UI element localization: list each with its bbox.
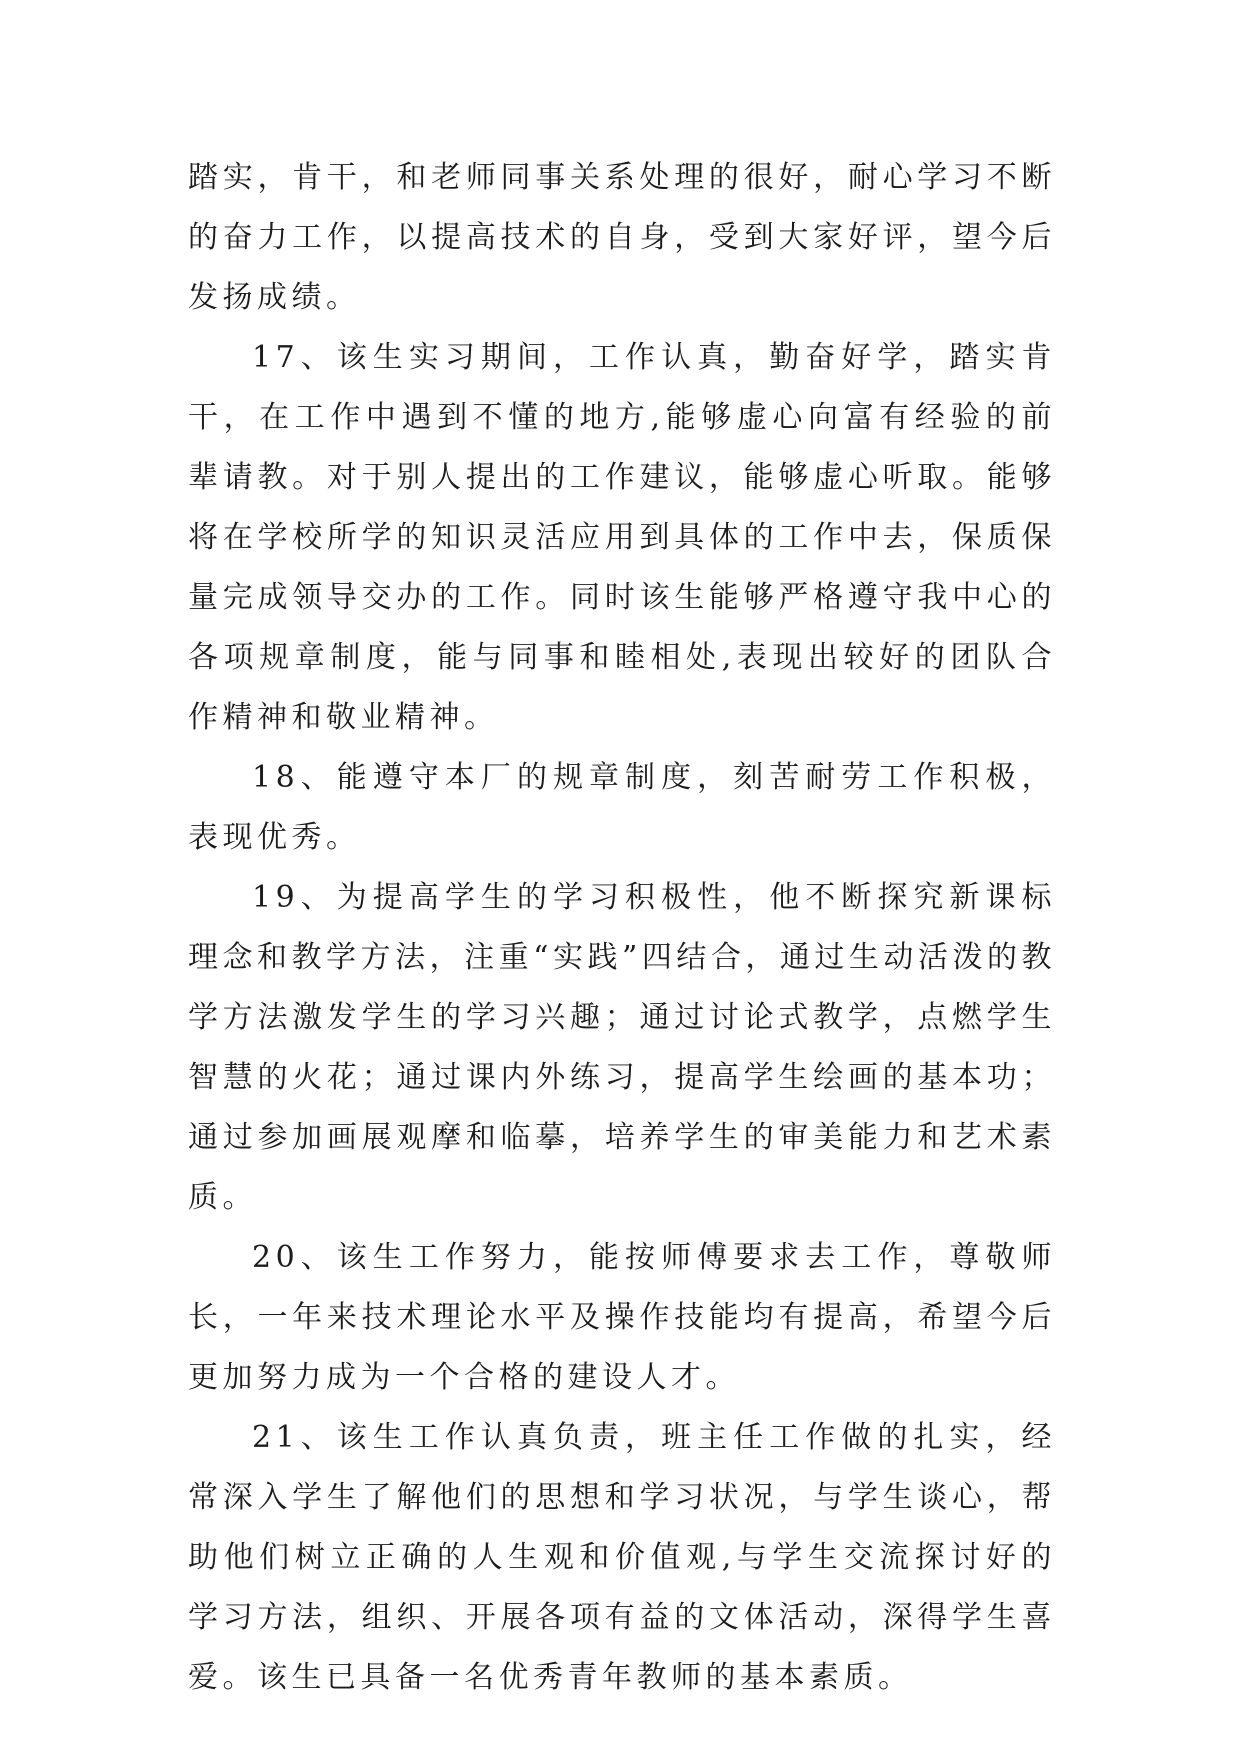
paragraph-item-21: 21、该生工作认真负责，班主任工作做的扎实，经常深入学生了解他们的思想和学习状况，与学生谈心，帮助他们树立正确的人生观和价值观,与学生交流探讨好的学习方法，组织、开展各项有益的文体活动，深得学生喜爱。该生已具备一名优秀青年教师的基本素质。 <box>188 1420 1056 1695</box>
paragraph-continuation: 踏实，肯干，和老师同事关系处理的很好，耐心学习不断的奋力工作，以提高技术的自身，受到大家好评，望今后发扬成绩。 <box>188 160 1056 315</box>
paragraph-item-18: 18、能遵守本厂的规章制度，刻苦耐劳工作积极，表现优秀。 <box>188 760 1056 855</box>
document-body <box>188 148 1056 1708</box>
paragraph-item-17: 17、该生实习期间，工作认真，勤奋好学，踏实肯干，在工作中遇到不懂的地方,能够虚心向富有经验的前辈请教。对于别人提出的工作建议，能够虚心听取。能够将在学校所学的知识灵活应用到具体的工作中去，保质保量完成领导交办的工作。同时该生能够严格遵守我中心的各项规章制度，能与同事和睦相处,表现出较好的团队合作精神和敬业精神。 <box>188 340 1056 735</box>
paragraph-item-20: 20、该生工作努力，能按师傅要求去工作，尊敬师长，一年来技术理论水平及操作技能均有提高，希望今后更加努力成为一个合格的建设人才。 <box>188 1240 1056 1395</box>
paragraph-item-19: 19、为提高学生的学习积极性，他不断探究新课标理念和教学方法，注重“实践”四结合，通过生动活泼的教学方法激发学生的学习兴趣；通过讨论式教学，点燃学生智慧的火花；通过课内外练习，提高学生绘画的基本功；通过参加画展观摩和临摹，培养学生的审美能力和艺术素质。 <box>188 880 1056 1215</box>
